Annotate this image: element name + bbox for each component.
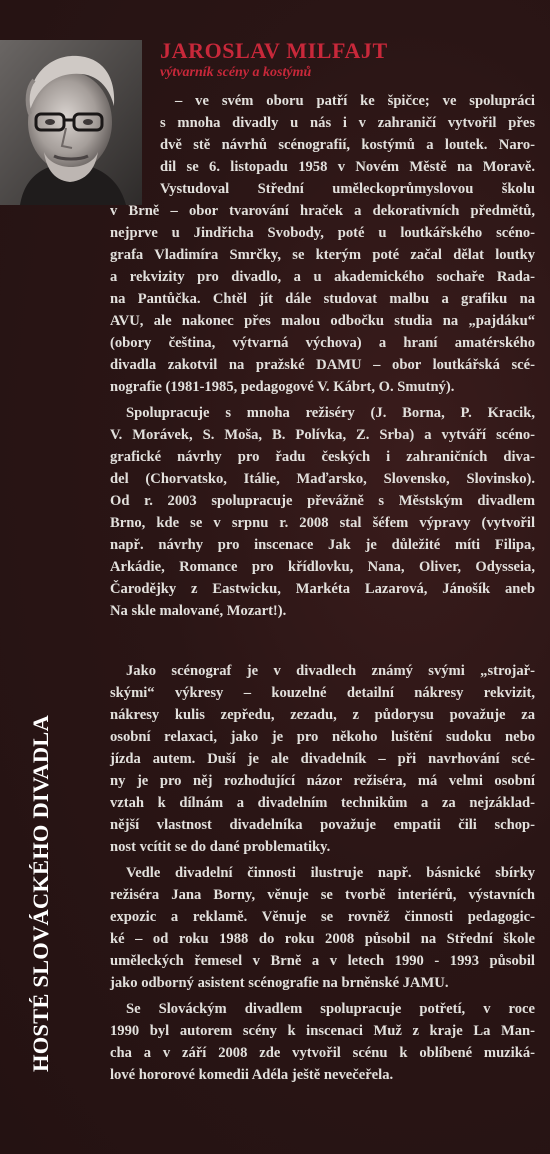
text-line: jako odborný asistent scénografie na brněnské JAMU.	[110, 975, 449, 991]
text-line: nost vcítit se do dané problematiky.	[110, 839, 331, 855]
text-line: jízda autem. Duší je ale divadelník – při navrhování scé-	[110, 751, 535, 767]
text-line: ké – od roku 1988 do roku 2008 působil na Střední škole	[110, 931, 535, 947]
text-line: AVU, ale nakonec přes malou odbočku studia na „pajdáku“	[110, 313, 535, 329]
text-line: Se Slováckým divadlem spolupracuje potřetí, v roce	[126, 1001, 535, 1017]
text-line: Vedle divadelní činnosti ilustruje např. básnické sbírky	[126, 865, 535, 881]
text-line: Spolupracuje s mnoha režiséry (J. Borna, P. Kracik,	[126, 405, 535, 421]
text-line: Vystudoval Střední uměleckoprůmyslovou školu	[160, 181, 535, 197]
side-title: HOSTÉ SLOVÁCKÉHO DIVADLA	[28, 715, 53, 1072]
text-line: lové hororové komedii Adéla ještě nevečeřela.	[110, 1067, 394, 1083]
text-line: Brno, kde se v srpnu r. 2008 stal šéfem výpravy (vytvořil	[110, 515, 535, 531]
text-line: grafa Vladimíra Smrčky, se kterým poté začal dělat loutky	[110, 247, 535, 263]
text-line: Arkádie, Romance pro křídlovku, Nana, Oliver, Odysseia,	[110, 559, 535, 575]
text-line: divadla zakotvil na pražské DAMU – obor loutkářská scé-	[110, 357, 535, 373]
text-line: v Brně – obor tvarování hraček a dekorativních předmětů,	[110, 203, 535, 219]
text-line: ny je pro něj rozhodující názor režiséra, má velmi osobní	[110, 773, 535, 789]
text-line: režiséra Jana Borny, věnuje se tvorbě interiérů, výstavních	[110, 887, 535, 903]
text-line: nákresy kulis zepředu, zezadu, z půdorysu považuje za	[110, 707, 535, 723]
text-line: Jako scénograf je v divadlech známý svými „strojař-	[126, 663, 535, 679]
text-line: dvě stě návrhů scénografií, kostýmů a loutek. Naro-	[160, 137, 535, 153]
text-line: V. Morávek, S. Moša, B. Polívka, Z. Srba) a vytváří scéno-	[110, 427, 535, 443]
person-name: JAROSLAV MILFAJT	[160, 38, 388, 63]
text-line: na Pantůčka. Chtěl jít dále studovat malbu a grafiku na	[110, 291, 535, 307]
portrait-photo	[0, 40, 142, 205]
portrait-image	[0, 40, 142, 205]
person-role: výtvarník scény a kostýmů	[160, 65, 312, 80]
text-line: Od r. 2003 spolupracuje převážně s Městským divadlem	[110, 493, 535, 509]
text-line: nejprve u Jindřicha Svobody, poté u loutkářského scéno-	[110, 225, 535, 241]
text-line: uměleckých řemesel v Brně a v letech 1990 - 1993 působil	[110, 953, 535, 969]
text-line: např. návrhy pro inscenace Jak je důležité míti Filipa,	[110, 537, 535, 553]
text-line: expozic a reklamě. Věnuje se rovněž činnosti pedagogic-	[110, 909, 535, 925]
text-line: (obory čeština, výtvarná výchova) a hraní amatérského	[110, 335, 535, 351]
text-line: del (Chorvatsko, Itálie, Maďarsko, Slovensko, Slovinsko).	[110, 471, 535, 487]
text-line: Čarodějky z Eastwicku, Markéta Lazarová, Jánošík aneb	[110, 581, 535, 597]
text-line: cha a v září 2008 zde vytvořil scénu k oblíbené muziká-	[110, 1045, 535, 1061]
text-line: 1990 byl autorem scény k inscenaci Muž z kraje La Man-	[110, 1023, 535, 1039]
text-line: Na skle malované, Mozart!).	[110, 603, 287, 619]
text-line: vztah k dílnám a divadelním technikům a za nejzáklad-	[110, 795, 535, 811]
text-line: osobní relaxaci, jako je pro někoho luštění sudoku nebo	[110, 729, 535, 745]
text-line: grafické návrhy pro řadu českých i zahraničních diva-	[110, 449, 535, 465]
text-line: dil se 6. listopadu 1958 v Novém Městě na Moravě.	[160, 159, 535, 175]
text-line: s mnoha divadly u nás i v zahraničí vytvořil přes	[160, 115, 535, 131]
text-line: nografie (1981-1985, pedagogové V. Kábrt, O. Smutný).	[110, 379, 455, 395]
text-line: nější vlastnost divadelníka považuje empatii čili schop-	[110, 817, 535, 833]
text-line: skými“ výkresy – kouzelné detailní nákresy rekvizit,	[110, 685, 535, 701]
text-line: – ve svém oboru patří ke špičce; ve spolupráci	[175, 93, 535, 109]
text-line: a rekvizity pro divadlo, a u akademického sochaře Rada-	[110, 269, 535, 285]
